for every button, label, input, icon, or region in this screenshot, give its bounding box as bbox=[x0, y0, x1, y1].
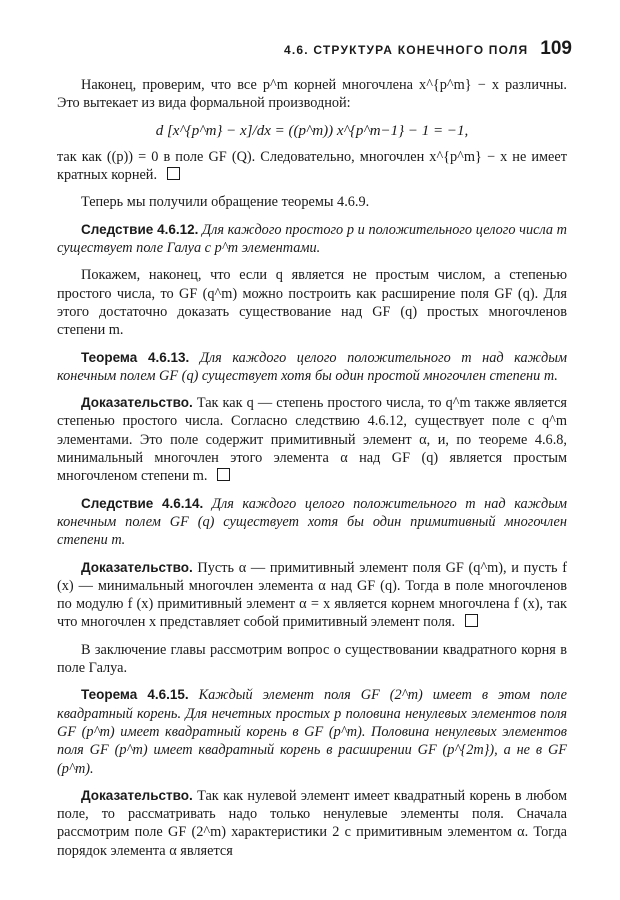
corollary-4-6-12 bbox=[57, 221, 567, 258]
proof-heading: Доказательство. bbox=[81, 787, 193, 803]
page-body bbox=[57, 76, 567, 869]
theorem-4-6-15 bbox=[57, 686, 567, 777]
corollary-text: Для каждого простого p и положительного целого числа m существует поле Галуа с p^m элементами. bbox=[57, 221, 567, 257]
paragraph: Теперь мы получили обращение теоремы 4.6.9. bbox=[81, 194, 370, 211]
corollary-heading: Следствие 4.6.14. bbox=[81, 495, 204, 511]
proof-3 bbox=[57, 787, 567, 860]
running-title: 4.6. СТРУКТУРА КОНЕЧНОГО ПОЛЯ bbox=[283, 43, 529, 57]
paragraph: Покажем, наконец, что если q является не простым числом, а степенью простого числа, то GF (q^m) можно построить как расширение поля GF (q). Для этого достаточно доказать существование над GF (q) простых многочленов степени m. bbox=[57, 267, 567, 339]
paragraph: В заключение главы рассмотрим вопрос о существовании квадратного корня в поле Галуа. bbox=[57, 641, 567, 677]
qed-square-icon bbox=[465, 614, 478, 627]
display-formula: d [x^{p^m} − x]/dx = ((p^m)) x^{p^m−1} − 1 = −1, bbox=[155, 122, 469, 139]
proof-heading: Доказательство. bbox=[81, 559, 193, 575]
paragraph-text: так как ((p)) = 0 в поле GF (Q). Следовательно, многочлен x^{p^m} − x не имеет кратных корней. bbox=[57, 148, 567, 184]
page-number: 109 bbox=[540, 38, 572, 59]
corollary-4-6-14 bbox=[57, 495, 567, 550]
proof-1 bbox=[57, 394, 567, 485]
qed-square-icon bbox=[167, 167, 180, 180]
theorem-text: Каждый элемент поля GF (2^m) имеет в этом поле квадратный корень. Для нечетных простых p половина ненулевых элементов поля GF (p^m) имеет квадратный корень в GF (p^m). Половина ненулевых элементов поля GF (p^m) имеет квадратный корень в расширении GF (p^{2m}), а не в GF (p^m). bbox=[57, 687, 567, 777]
qed-square-icon bbox=[217, 468, 230, 481]
theorem-heading: Теорема 4.6.13. bbox=[81, 349, 190, 365]
theorem-heading: Теорема 4.6.15. bbox=[81, 687, 189, 703]
theorem-text: Для каждого целого положительного m над каждым конечным полем GF (q) существует хотя бы один простой многочлен степени m. bbox=[57, 349, 568, 384]
paragraph: Наконец, проверим, что все p^m корней многочлена x^{p^m} − x различны. Это вытекает из вида формальной производной: bbox=[57, 77, 567, 112]
proof-text: Так как q — степень простого числа, то q^m также является степенью простого числа. Согласно следствию 4.6.12, существует поле с q^m элементами. Это поле содержит примитивный элемент α, и, по теореме 4.6.8, минимальный многочлен этого элемента α над GF (q) является простым многочленом степени m. bbox=[57, 395, 567, 485]
proof-heading: Доказательство. bbox=[81, 395, 193, 411]
corollary-heading: Следствие 4.6.12. bbox=[81, 221, 199, 237]
proof-text: Пусть α — примитивный элемент поля GF (q^m), и пусть f (x) — минимальный многочлен элемента α над GF (q). Тогда в поле многочленов по модулю f (x) примитивный элемент α = x является корнем многочлена f (x), так что многочлен x представляет собой примитивный элемент поля. bbox=[57, 559, 567, 631]
theorem-4-6-13 bbox=[57, 349, 567, 386]
proof-text: Так как нулевой элемент имеет квадратный корень в любом поле, то рассматривать надо только ненулевые элементы поля. Сначала рассмотрим поле GF (2^m) характеристики 2 с примитивным элементом α. Тогда порядок элемента α является bbox=[57, 787, 567, 859]
paragraph bbox=[57, 148, 567, 185]
corollary-text: Для каждого целого положительного m над каждым конечным полем GF (q) существует хотя бы один примитивный многочлен степени m. bbox=[57, 495, 568, 549]
proof-2 bbox=[57, 559, 567, 632]
page-header bbox=[60, 38, 572, 60]
